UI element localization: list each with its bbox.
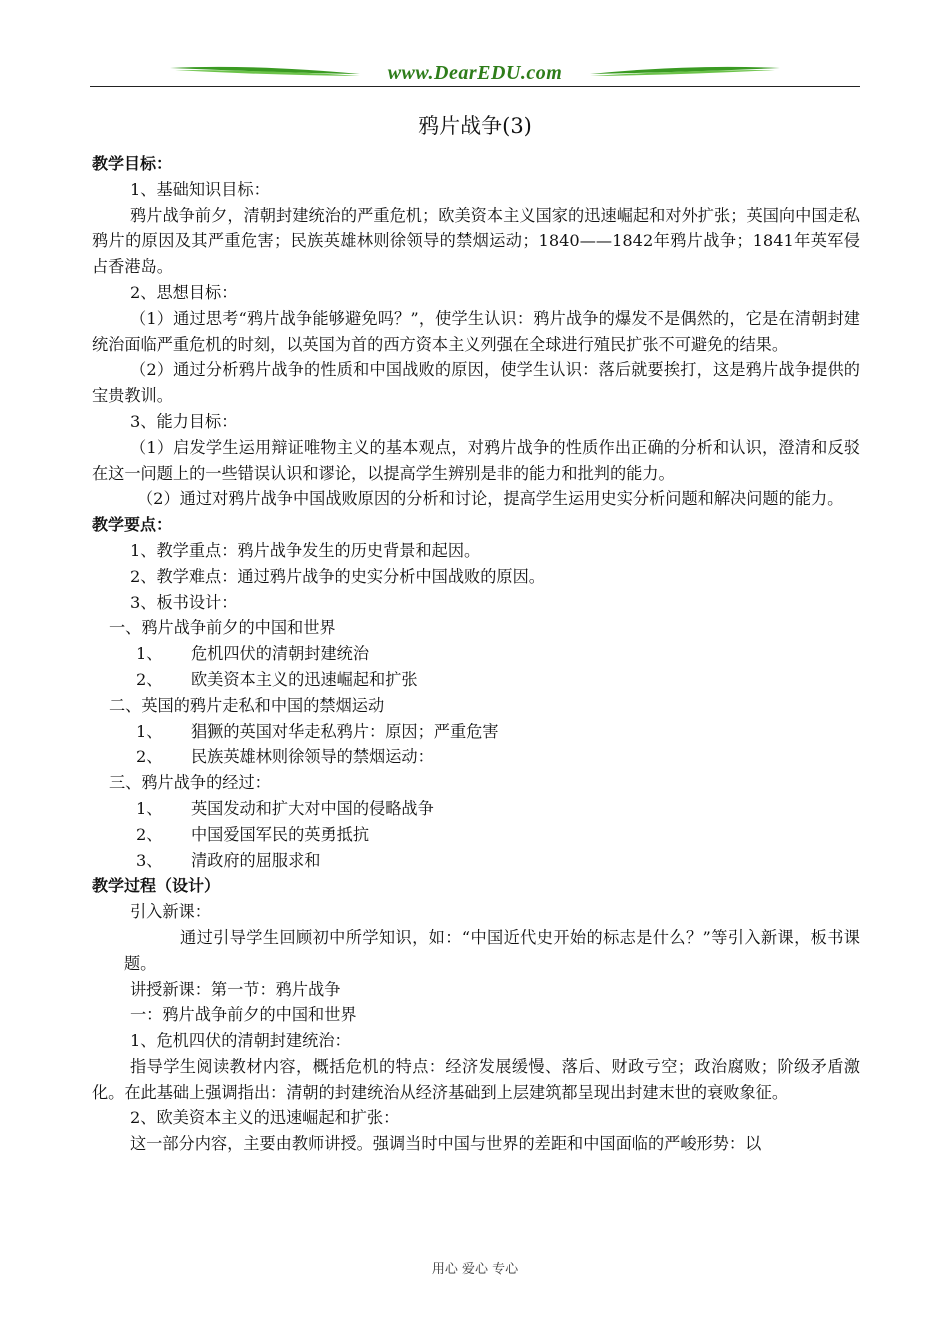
board-heading: 二、英国的鸦片走私和中国的禁烟运动 — [109, 695, 385, 715]
subsection-heading: 一：鸦片战争前夕的中国和世界 — [130, 1005, 357, 1025]
list-item: 1、教学重点：鸦片战争发生的历史背景和起因。 — [130, 540, 481, 560]
board-item-text: 欧美资本主义的迅速崛起和扩张 — [191, 669, 418, 689]
board-item — [92, 822, 860, 848]
board-item-number: 2、 — [136, 669, 163, 689]
board-heading: 一、鸦片战争前夕的中国和世界 — [109, 618, 336, 638]
paragraph: 这一部分内容，主要由教师讲授。强调当时中国与世界的差距和中国面临的严峻形势：以 — [130, 1134, 762, 1154]
board-item — [92, 848, 860, 874]
page-header — [90, 60, 860, 90]
board-item — [92, 719, 860, 745]
board-item-number: 1、 — [136, 644, 163, 664]
subsection-heading: 1、基础知识目标： — [130, 179, 270, 199]
board-item-number: 2、 — [136, 747, 163, 767]
board-item-text: 危机四伏的清朝封建统治 — [191, 644, 370, 664]
board-item-text: 中国爱国军民的英勇抵抗 — [191, 824, 370, 844]
subsection-heading: 3、能力目标： — [130, 411, 238, 431]
document-body — [92, 151, 860, 1157]
header-rule — [90, 86, 860, 87]
subsection-heading: 2、欧美资本主义的迅速崛起和扩张： — [130, 1108, 400, 1128]
subsection-heading: 讲授新课：第一节：鸦片战争 — [130, 979, 341, 999]
paragraph: 指导学生阅读教材内容，概括危机的特点：经济发展缓慢、落后、财政亏空；政治腐败；阶级矛盾激化。在此基础上强调指出：清朝的封建统治从经济基础到上层建筑都呈现出封建末世的衰败象征。 — [92, 1056, 860, 1102]
section-heading: 教学要点： — [92, 515, 173, 535]
list-item: 3、板书设计： — [130, 592, 238, 612]
paragraph: （2）通过分析鸦片战争的性质和中国战败的原因，使学生认识：落后就要挨打，这是鸦片战争提供的宝贵教训。 — [92, 360, 860, 406]
board-item-number: 1、 — [136, 721, 163, 741]
subsection-heading: 1、危机四伏的清朝封建统治： — [130, 1031, 351, 1051]
board-item — [92, 641, 860, 667]
site-logo[interactable]: www.DearEDU.com — [387, 62, 563, 84]
board-item-text: 清政府的屈服求和 — [191, 850, 321, 870]
board-item-text: 猖獗的英国对华走私鸦片：原因；严重危害 — [191, 721, 499, 741]
board-item-number: 2、 — [136, 824, 163, 844]
board-heading: 三、鸦片战争的经过： — [109, 773, 271, 793]
board-item — [92, 744, 860, 770]
paragraph: 鸦片战争前夕，清朝封建统治的严重危机；欧美资本主义国家的迅速崛起和对外扩张；英国向中国走私鸦片的原因及其严重危害；民族英雄林则徐领导的禁烟运动；1840——1842年鸦片战争；1841年英军侵占香港岛。 — [92, 205, 860, 277]
list-item: 2、教学难点：通过鸦片战争的史实分析中国战败的原因。 — [130, 566, 545, 586]
board-item-number: 1、 — [136, 798, 163, 818]
paragraph: 通过引导学生回顾初中所学知识，如：“中国近代史开始的标志是什么？”等引入新课，板书课题。 — [124, 927, 860, 973]
subsection-heading: 引入新课： — [130, 902, 211, 922]
subsection-heading: 2、思想目标： — [130, 282, 238, 302]
section-heading: 教学目标： — [92, 154, 173, 173]
paragraph: （1）通过思考“鸦片战争能够避免吗？”，使学生认识：鸦片战争的爆发不是偶然的，它是在清朝封建统治面临严重危机的时刻，以英国为首的西方资本主义列强在全球进行殖民扩张不可避免的结果。 — [92, 308, 860, 354]
section-heading: 教学过程（设计） — [92, 876, 221, 896]
board-item — [92, 796, 860, 822]
paragraph: （2）通过对鸦片战争中国战败原因的分析和讨论，提高学生运用史实分析问题和解决问题的能力。 — [137, 489, 844, 509]
paragraph: （1）启发学生运用辩证唯物主义的基本观点，对鸦片战争的性质作出正确的分析和认识，澄清和反驳在这一问题上的一些错误认识和谬论，以提高学生辨别是非的能力和批判的能力。 — [92, 437, 860, 483]
board-item-text: 民族英雄林则徐领导的禁烟运动： — [191, 747, 434, 767]
board-item — [92, 667, 860, 693]
page-title: 鸦片战争(3) — [418, 114, 532, 138]
board-item-number: 3、 — [136, 850, 163, 870]
page-footer: 用心 爱心 专心 — [431, 1262, 519, 1277]
board-item-text: 英国发动和扩大对中国的侵略战争 — [191, 798, 434, 818]
